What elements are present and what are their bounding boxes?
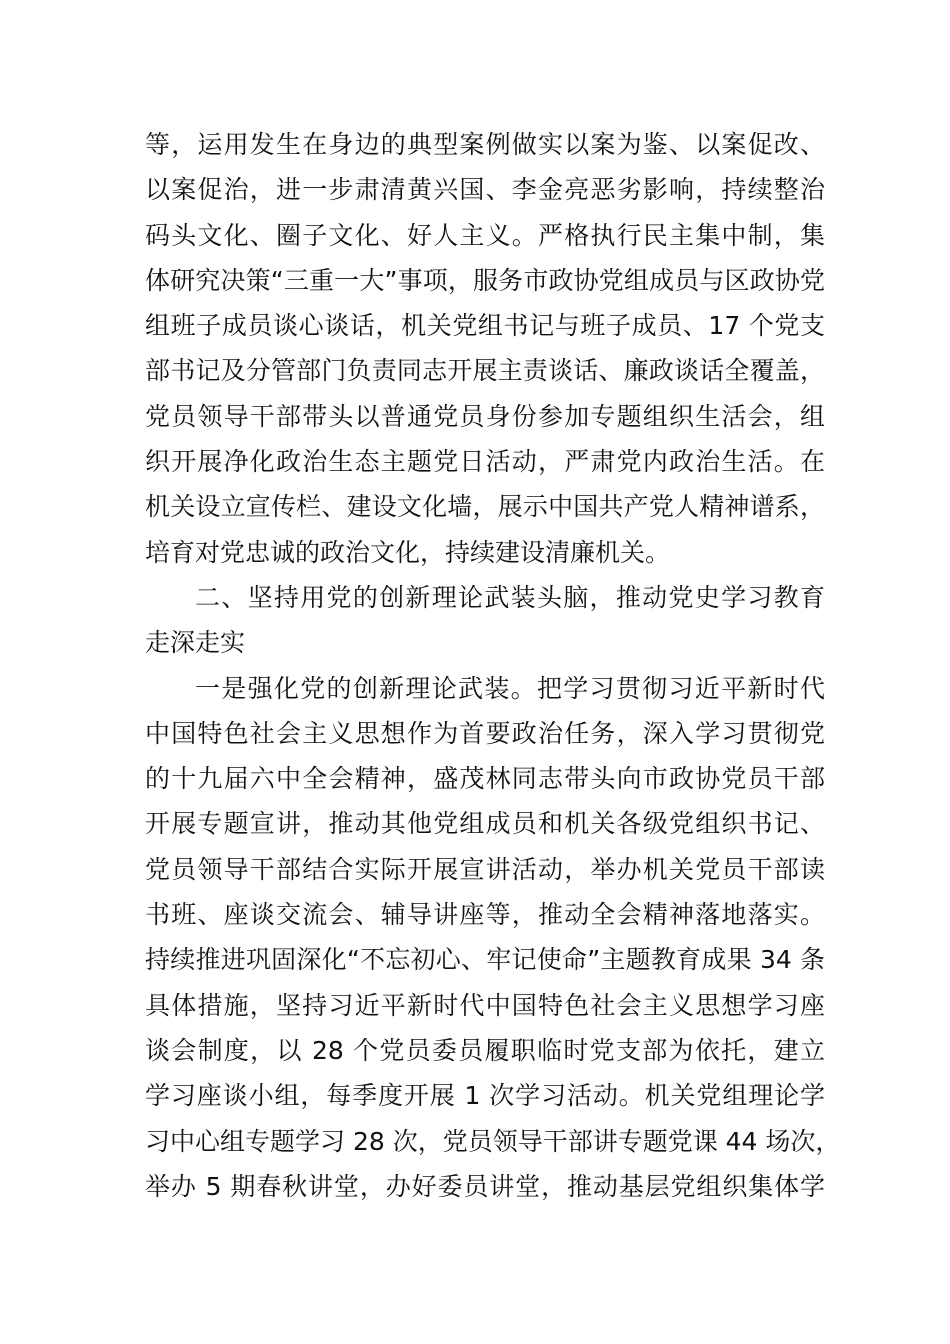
text-line: 具体措施，坚持习近平新时代中国特色社会主义思想学习座 xyxy=(145,990,825,1020)
text-line: 组班子成员谈心谈话，机关党组书记与班子成员、17 个党支 xyxy=(145,311,825,341)
text-line: 织开展净化政治生态主题党日活动，严肃党内政治生活。在 xyxy=(145,447,825,477)
text-line: 书班、座谈交流会、辅导讲座等，推动全会精神落地落实。 xyxy=(145,900,825,930)
text-line: 党员领导干部带头以普通党员身份参加专题组织生活会，组 xyxy=(145,401,825,431)
body-text xyxy=(145,122,841,1209)
text-line: 码头文化、圈子文化、好人主义。严格执行民主集中制，集 xyxy=(145,220,825,250)
text-line: 持续推进巩固深化“不忘初心、牢记使命”主题教育成果 34 条 xyxy=(145,945,825,975)
text-line: 以案促治，进一步肃清黄兴国、李金亮恶劣影响，持续整治 xyxy=(145,175,825,205)
text-line: 党员领导干部结合实际开展宣讲活动，举办机关党员干部读 xyxy=(145,854,825,884)
text-line: 一是强化党的创新理论武装。把学习贯彻习近平新时代 xyxy=(195,673,825,703)
text-line: 学习座谈小组，每季度开展 1 次学习活动。机关党组理论学 xyxy=(145,1081,825,1111)
text-line: 习中心组专题学习 28 次，党员领导干部讲专题党课 44 场次， xyxy=(145,1126,841,1156)
text-line: 培育对党忠诚的政治文化，持续建设清廉机关。 xyxy=(145,537,671,567)
text-line: 举办 5 期春秋讲堂，办好委员讲堂，推动基层党组织集体学 xyxy=(145,1171,825,1201)
text-line: 的十九届六中全会精神，盛茂林同志带头向市政协党员干部 xyxy=(145,764,825,794)
section-heading-line: 走深走实 xyxy=(145,628,246,658)
text-line: 体研究决策“三重一大”事项，服务市政协党组成员与区政协党 xyxy=(145,265,825,295)
text-line: 开展专题宣讲，推动其他党组成员和机关各级党组织书记、 xyxy=(145,809,825,839)
section-heading-line: 二、坚持用党的创新理论武装头脑，推动党史学习教育 xyxy=(195,582,825,612)
text-line: 谈会制度，以 28 个党员委员履职临时党支部为依托，建立 xyxy=(145,1035,825,1065)
text-line: 中国特色社会主义思想作为首要政治任务，深入学习贯彻党 xyxy=(145,718,825,748)
text-line: 部书记及分管部门负责同志开展主责谈话、廉政谈话全覆盖， xyxy=(145,356,825,386)
text-line: 机关设立宣传栏、建设文化墙，展示中国共产党人精神谱系， xyxy=(145,492,825,522)
text-line: 等，运用发生在身边的典型案例做实以案为鉴、以案促改、 xyxy=(145,130,825,159)
